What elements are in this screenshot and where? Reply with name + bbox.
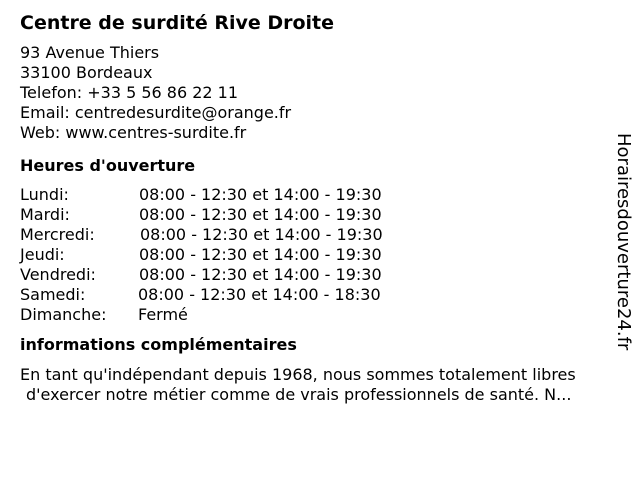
email-text: Email: centredesurdite@orange.fr bbox=[20, 103, 292, 122]
hours-row-wednesday bbox=[20, 225, 610, 245]
info-heading: informations complémentaires bbox=[20, 335, 297, 354]
day-label: Mardi: bbox=[20, 205, 70, 224]
day-label: Lundi: bbox=[20, 185, 69, 204]
web-text: Web: www.centres-surdite.fr bbox=[20, 123, 247, 142]
hours-table bbox=[20, 185, 610, 325]
day-label: Samedi: bbox=[20, 285, 86, 304]
business-card bbox=[20, 10, 610, 405]
time-value: 08:00 - 12:30 et 14:00 - 19:30 bbox=[139, 265, 382, 284]
time-value: 08:00 - 12:30 et 14:00 - 19:30 bbox=[139, 245, 382, 264]
time-value: 08:00 - 12:30 et 14:00 - 19:30 bbox=[139, 185, 382, 204]
address-street: 93 Avenue Thiers bbox=[20, 43, 160, 62]
business-name: Centre de surdité Rive Droite bbox=[20, 12, 335, 34]
info-line-1: En tant qu'indépendant depuis 1968, nous sommes totalement libres bbox=[20, 365, 576, 384]
contact-block bbox=[20, 43, 610, 143]
hours-row-monday bbox=[20, 185, 610, 205]
day-label: Jeudi: bbox=[20, 245, 65, 264]
day-label: Vendredi: bbox=[20, 265, 96, 284]
address-city: 33100 Bordeaux bbox=[20, 63, 153, 82]
hours-row-thursday bbox=[20, 245, 610, 265]
hours-row-friday bbox=[20, 265, 610, 285]
site-watermark: Horairesdouverture24.fr bbox=[613, 133, 634, 351]
time-value: 08:00 - 12:30 et 14:00 - 19:30 bbox=[140, 225, 383, 244]
time-value: 08:00 - 12:30 et 14:00 - 18:30 bbox=[138, 285, 381, 304]
time-value: Fermé bbox=[138, 305, 188, 324]
phone-text: Telefon: +33 5 56 86 22 11 bbox=[20, 83, 239, 102]
day-label: Dimanche: bbox=[20, 305, 107, 324]
hours-row-tuesday bbox=[20, 205, 610, 225]
time-value: 08:00 - 12:30 et 14:00 - 19:30 bbox=[139, 205, 382, 224]
day-label: Mercredi: bbox=[20, 225, 95, 244]
info-description bbox=[20, 365, 610, 405]
hours-row-saturday bbox=[20, 285, 610, 305]
hours-row-sunday bbox=[20, 305, 610, 325]
hours-heading: Heures d'ouverture bbox=[20, 156, 196, 175]
info-line-2: d'exercer notre métier comme de vrais professionnels de santé. N... bbox=[26, 385, 572, 404]
